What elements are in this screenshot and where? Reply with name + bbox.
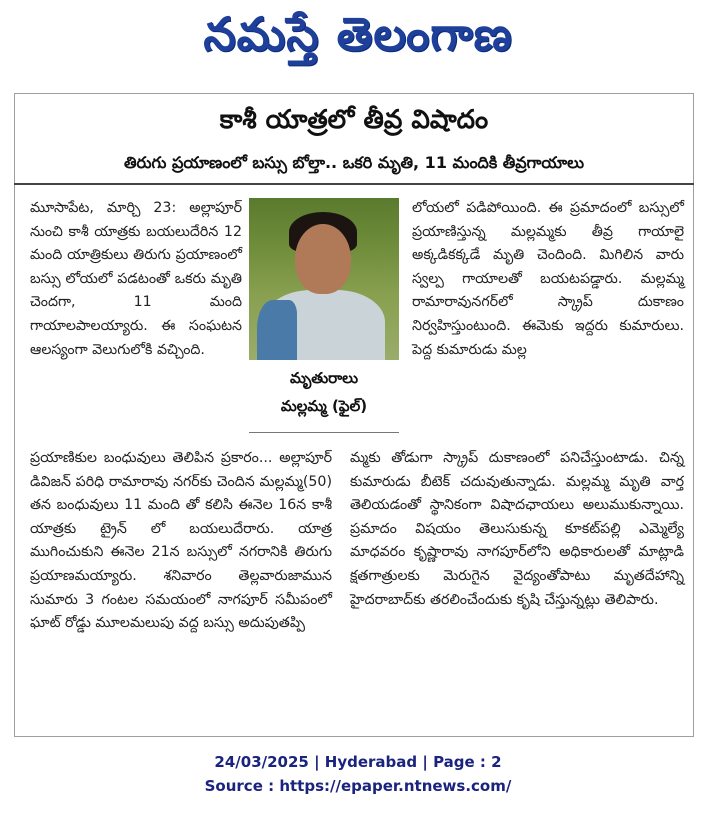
photo-blouse-shape bbox=[257, 300, 297, 360]
footer-date-line: 24/03/2025 | Hyderabad | Page : 2 bbox=[214, 753, 502, 771]
footer-source-line: Source : https://epaper.ntnews.com/ bbox=[204, 777, 512, 795]
column-3-text: లోయలో పడిపోయింది. ఈ ప్రమాదంలో బస్సులో ప్రయాణిస్తున్న మల్లమ్మకు తీవ్ర గాయాలై అక్కడికక్కడే మృతి చెందింది. మిగిలిన వారు స్వల్ప గాయాలతో బయటపడ్డారు. మల్లమ్మ రామారావునగర్‌లో స్క్రాప్ దుకాణం నిర్వహిస్తుంటుంది. ఈమెకు ఇద్దరు కుమారులు. పెద్ద కుమారుడు మల్ల bbox=[412, 200, 684, 358]
article-subheadline: తిరుగు ప్రయాణంలో బస్సు బోల్తా.. ఒకరి మృతి, 11 మందికి తీవ్రగాయాలు bbox=[123, 153, 584, 172]
article-column-1 bbox=[30, 197, 242, 362]
photo-caption bbox=[249, 364, 399, 420]
newspaper-title: నమస్తే తెలంగాణ bbox=[203, 7, 513, 61]
page-footer bbox=[0, 750, 716, 798]
headline-divider bbox=[14, 183, 694, 185]
photo-caption-line-1: మృతురాలు bbox=[289, 369, 359, 387]
photo-caption-line-2: మల్లమ్మ (ఫైల్) bbox=[280, 397, 368, 415]
photo-face-shape bbox=[295, 224, 351, 294]
article-headline: కాశీ యాత్రలో తీవ్ర విషాదం bbox=[219, 105, 489, 135]
photo-caption-rule bbox=[249, 432, 399, 433]
article-column-3 bbox=[412, 197, 684, 362]
masthead-logo bbox=[0, 0, 716, 80]
article-column-bottom-left bbox=[30, 447, 332, 636]
column-bottom-right-text: మ్మకు తోడుగా స్క్రాప్ దుకాణంలో పనిచేస్తుంటాడు. చిన్న కుమారుడు బీటెక్ చదువుతున్నాడు. మల్లమ్మ మృతి వార్త తెలియడంతో స్థానికంగా విషాదఛాయలు అలుముకున్నాయి. ప్రమాదం విషయం తెలుసుకున్న కూకట్‌పల్లి ఎమ్మెల్యే మాధవరం కృష్ణారావు నాగపూర్‌లోని అధికారులతో మాట్లాడి క్షతగాత్రులకు మెరుగైన వైద్యంతోపాటు మృతదేహాన్ని హైదరాబాద్‌కు తరలించేందుకు కృషి చేస్తున్నట్లు తెలిపారు. bbox=[350, 450, 684, 608]
article-column-bottom-right bbox=[350, 447, 684, 612]
column-bottom-left-text: ప్రయాణికుల బంధువులు తెలిపిన ప్రకారం... అల్లాపూర్ డివిజన్ పరిధి రామారావు నగర్‌కు చెందిన మల్లమ్మ(50) తన బంధువులు 11 మంది తో కలిసి ఈనెల 16న కాశీ యాత్రకు ట్రైన్ లో బయలుదేరారు. యాత్ర ముగించుకుని ఈనెల 21న బస్సులో నగరానికి తిరుగు ప్రయాణమయ్యారు. శనివారం తెల్లవారుజామున సుమారు 3 గంటల సమయంలో నాగపూర్ సమీపంలో ఘాట్ రోడ్డు మూలమలుపు వద్ద బస్సు అదుపుతప్పి bbox=[30, 450, 332, 632]
victim-photo bbox=[249, 198, 399, 360]
column-1-text: మూసాపేట, మార్చి 23: అల్లాపూర్ నుంచి కాశీ యాత్రకు బయలుదేరిన 12 మంది యాత్రికులు తిరుగు ప్రయాణంలో బస్సు లోయలో పడటంతో ఒకరు మృతి చెందగా, 11 మంది గాయాలపాలయ్యారు. ఈ సంఘటన ఆలస్యంగా వెలుగులోకి వచ్చింది. bbox=[30, 200, 242, 358]
